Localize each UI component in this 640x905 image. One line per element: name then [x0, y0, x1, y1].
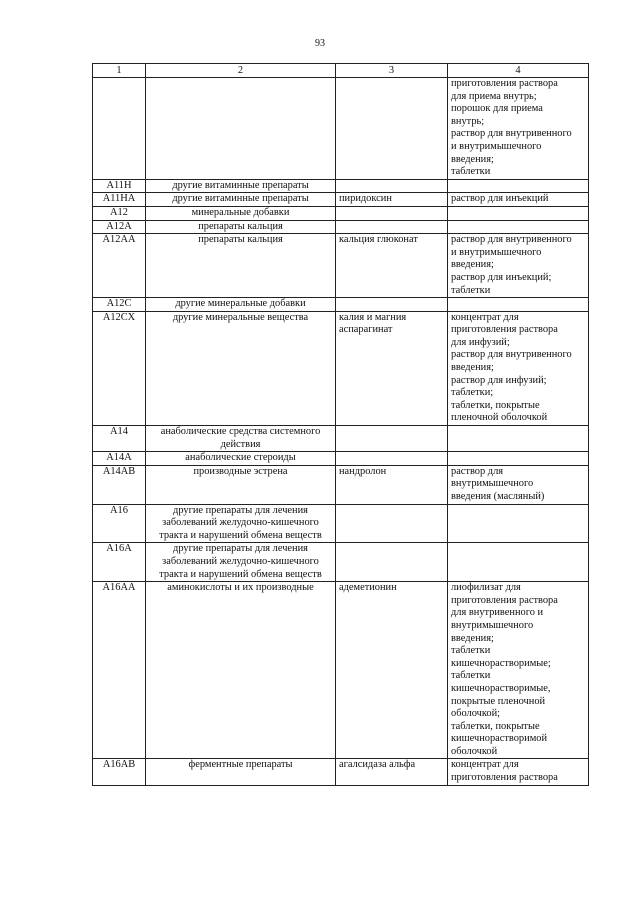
- dosage-form-cell: [448, 78, 589, 180]
- drug-name-cell: [336, 543, 448, 582]
- table-row: [93, 426, 589, 452]
- atc-code-cell: A14AB: [93, 465, 146, 504]
- table-row: [93, 504, 589, 543]
- dosage-form-line: для внутривенного и: [451, 607, 544, 619]
- table-row: [93, 179, 589, 193]
- drug-name-cell: кальция глюконат: [336, 234, 448, 298]
- dosage-form-line: концентрат для: [451, 311, 519, 323]
- dosage-form-line: введения;: [451, 153, 494, 165]
- dosage-form-line: лиофилизат для: [451, 582, 521, 594]
- dosage-form-line: таблетки, покрытые: [451, 720, 540, 732]
- atc-code-cell: A12C: [93, 298, 146, 312]
- dosage-form-cell: [448, 206, 589, 220]
- table-row: [93, 298, 589, 312]
- group-name-cell: производные эстрена: [146, 465, 336, 504]
- dosage-form-line: таблетки;: [451, 387, 494, 399]
- dosage-form-line: для приема внутрь;: [451, 90, 537, 102]
- dosage-form-line: покрытые пленочной: [451, 695, 546, 707]
- atc-code-cell: A12: [93, 206, 146, 220]
- drug-name-cell: адеметионин: [336, 582, 448, 759]
- dosage-form-line: таблетки: [451, 645, 491, 657]
- atc-code-cell: A11H: [93, 179, 146, 193]
- dosage-form-cell: [448, 234, 589, 298]
- dosage-form-line: порошок для приема: [451, 103, 543, 115]
- dosage-form-line: таблетки: [451, 166, 491, 178]
- atc-code-cell: A12CX: [93, 311, 146, 425]
- group-name-cell: другие витаминные препараты: [146, 193, 336, 207]
- page-number: 93: [315, 38, 325, 49]
- atc-code-cell: A16: [93, 504, 146, 543]
- dosage-form-line: и внутримышечного: [451, 246, 542, 258]
- group-name-cell: другие минеральные вещества: [146, 311, 336, 425]
- dosage-form-line: раствор для внутривенного: [451, 128, 572, 140]
- dosage-form-line: введения;: [451, 632, 494, 644]
- atc-code-cell: A14A: [93, 452, 146, 466]
- dosage-form-line: кишечнорастворимые,: [451, 682, 551, 694]
- drug-name-cell: [336, 504, 448, 543]
- dosage-form-line: и внутримышечного: [451, 140, 542, 152]
- dosage-form-line: раствор для инъекций;: [451, 271, 552, 283]
- atc-code-cell: A12AA: [93, 234, 146, 298]
- dosage-form-line: приготовления раствора: [451, 324, 558, 336]
- group-name-cell: анаболические стероиды: [146, 452, 336, 466]
- table-row: [93, 206, 589, 220]
- dosage-form-line: внутримышечного: [451, 478, 534, 490]
- dosage-form-line: для инфузий;: [451, 336, 510, 348]
- atc-code-cell: A16AB: [93, 759, 146, 785]
- atc-code-cell: [93, 78, 146, 180]
- atc-code-cell: A16A: [93, 543, 146, 582]
- drug-table: [92, 63, 589, 786]
- drug-name-cell: агалсидаза альфа: [336, 759, 448, 785]
- dosage-form-line: пленочной оболочкой: [451, 412, 548, 424]
- drug-name-cell: [336, 179, 448, 193]
- dosage-form-line: концентрат для: [451, 759, 519, 771]
- dosage-form-line: внутримышечного: [451, 619, 534, 631]
- dosage-form-cell: [448, 582, 589, 759]
- atc-code-cell: A14: [93, 426, 146, 452]
- group-name-cell: аминокислоты и их производные: [146, 582, 336, 759]
- group-name-cell: другие витаминные препараты: [146, 179, 336, 193]
- dosage-form-line: оболочкой: [451, 745, 498, 757]
- table-row: [93, 78, 589, 180]
- drug-name-cell: калия и магния аспарагинат: [336, 311, 448, 425]
- dosage-form-line: раствор для внутривенного: [451, 234, 572, 246]
- dosage-form-line: раствор для инъекций: [451, 193, 549, 205]
- table-row: [93, 759, 589, 785]
- table-body: [93, 78, 589, 786]
- dosage-form-line: приготовления раствора: [451, 78, 558, 89]
- dosage-form-cell: [448, 179, 589, 193]
- dosage-form-cell: [448, 543, 589, 582]
- dosage-form-line: таблетки: [451, 284, 491, 296]
- dosage-form-line: введения;: [451, 259, 494, 271]
- table-header-row: [93, 64, 589, 78]
- group-name-cell: ферментные препараты: [146, 759, 336, 785]
- drug-name-cell: пиридоксин: [336, 193, 448, 207]
- dosage-form-line: приготовления раствора: [451, 594, 558, 606]
- drug-name-cell: [336, 298, 448, 312]
- atc-code-cell: A12A: [93, 220, 146, 234]
- dosage-form-line: кишечнорастворимые;: [451, 657, 551, 669]
- drug-name-cell: [336, 206, 448, 220]
- dosage-form-line: введения (масляный): [451, 491, 545, 502]
- group-name-cell: другие препараты для лечения заболеваний желудочно-кишечного тракта и нарушений обмена веществ: [146, 543, 336, 582]
- atc-code-cell: A11HA: [93, 193, 146, 207]
- dosage-form-cell: [448, 759, 589, 785]
- dosage-form-cell: [448, 426, 589, 452]
- table-row: [93, 543, 589, 582]
- dosage-form-line: таблетки: [451, 670, 491, 682]
- dosage-form-line: раствор для внутривенного: [451, 349, 572, 361]
- group-name-cell: анаболические средства системного действия: [146, 426, 336, 452]
- dosage-form-cell: [448, 465, 589, 504]
- dosage-form-line: таблетки, покрытые: [451, 399, 540, 411]
- dosage-form-cell: [448, 504, 589, 543]
- dosage-form-cell: [448, 311, 589, 425]
- dosage-form-cell: [448, 220, 589, 234]
- dosage-form-line: раствор для: [451, 465, 504, 477]
- dosage-form-line: оболочкой;: [451, 708, 501, 720]
- dosage-form-line: внутрь;: [451, 115, 485, 127]
- table-row: [93, 234, 589, 298]
- group-name-cell: минеральные добавки: [146, 206, 336, 220]
- group-name-cell: препараты кальция: [146, 234, 336, 298]
- atc-code-cell: A16AA: [93, 582, 146, 759]
- table-row: [93, 220, 589, 234]
- group-name-cell: другие препараты для лечения заболеваний желудочно-кишечного тракта и нарушений обмена веществ: [146, 504, 336, 543]
- table-row: [93, 452, 589, 466]
- column-header: 4: [448, 64, 589, 78]
- dosage-form-cell: [448, 193, 589, 207]
- dosage-form-line: кишечнорастворимой: [451, 733, 548, 745]
- dosage-form-cell: [448, 298, 589, 312]
- column-header: 3: [336, 64, 448, 78]
- drug-name-cell: [336, 452, 448, 466]
- drug-name-cell: [336, 78, 448, 180]
- drug-name-cell: нандролон: [336, 465, 448, 504]
- group-name-cell: [146, 78, 336, 180]
- drug-name-cell: [336, 426, 448, 452]
- dosage-form-line: введения;: [451, 362, 494, 374]
- table-row: [93, 193, 589, 207]
- group-name-cell: препараты кальция: [146, 220, 336, 234]
- dosage-form-cell: [448, 452, 589, 466]
- table-row: [93, 582, 589, 759]
- dosage-form-line: раствор для инфузий;: [451, 374, 547, 386]
- dosage-form-line: приготовления раствора: [451, 772, 558, 784]
- table-row: [93, 311, 589, 425]
- drug-name-cell: [336, 220, 448, 234]
- group-name-cell: другие минеральные добавки: [146, 298, 336, 312]
- column-header: 1: [93, 64, 146, 78]
- table-row: [93, 465, 589, 504]
- column-header: 2: [146, 64, 336, 78]
